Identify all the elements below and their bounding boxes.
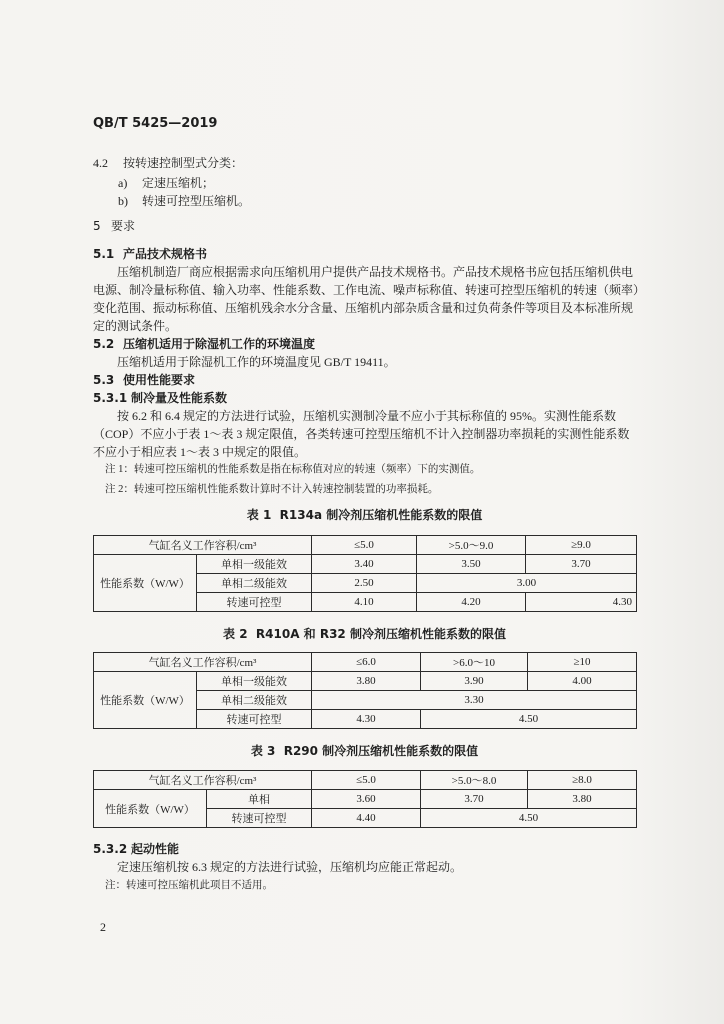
table-1 [93,535,637,612]
value-cell: 4.20 [417,593,526,612]
range-cell: ≤6.0 [312,653,421,672]
paragraph-line: 定的测试条件。 [93,319,178,333]
section-5-heading [93,218,135,234]
table-title: R410A 和 R32 制冷剂压缩机性能系数的限值 [255,627,506,641]
row-group-cell: 性能系数（W/W） [94,790,207,828]
header-label-cell: 气缸名义工作容积/cm³ [94,536,312,555]
value-cell: 4.50 [421,710,637,729]
section-number: 5.3.2 [93,842,128,856]
list-item-text: 转速可控型压缩机。 [142,194,251,208]
section-5-1-heading [93,246,207,262]
section-title: 要求 [111,219,136,233]
header-label-cell: 气缸名义工作容积/cm³ [94,653,312,672]
table-3-caption [93,743,636,759]
value-cell: 4.00 [528,672,637,691]
paragraph-line: 不应小于相应表 1～表 3 中规定的限值。 [93,445,307,459]
row-label-cell: 单相一级能效 [197,555,312,574]
value-cell: 2.50 [312,574,417,593]
range-cell: >5.0～9.0 [417,536,526,555]
value-cell: 3.70 [526,555,637,574]
paragraph-line: 按 6.2 和 6.4 规定的方法进行试验，压缩机实测制冷量不应小于其标称值的 95%。实测性能系数 [117,409,616,423]
range-cell: ≥8.0 [528,771,637,790]
range-cell: ≤5.0 [312,536,417,555]
row-group-cell: 性能系数（W/W） [94,672,197,729]
section-title: 使用性能要求 [123,373,196,387]
row-group-cell: 性能系数（W/W） [94,555,197,612]
table-row [94,555,637,574]
note: 注 2：转速可控压缩机性能系数计算时不计入转速控制装置的功率损耗。 [105,484,439,495]
section-title: 按转速控制型式分类： [123,156,244,170]
section-number: 5.3.1 [93,391,128,405]
value-cell: 3.80 [528,790,637,809]
row-label-cell: 转速可控型 [207,809,312,828]
paragraph-line: 电源、制冷量标称值、输入功率、性能系数、工作电流、噪声标称值、转速可控型压缩机的转速（频率） [93,283,646,297]
row-label-cell: 单相二级能效 [197,574,312,593]
value-cell: 3.00 [417,574,637,593]
row-label-cell: 转速可控型 [197,710,312,729]
section-number: 5.2 [93,337,115,351]
table-row [94,672,637,691]
value-cell: 3.80 [312,672,421,691]
table-1-caption [93,507,636,523]
paragraph-line: 变化范围、振动标称值、压缩机残余水分含量、压缩机内部杂质含量和过负荷条件等项目及本标准所规 [93,301,634,315]
range-cell: ≤5.0 [312,771,421,790]
value-cell: 3.50 [417,555,526,574]
paragraph-line: 压缩机制造厂商应根据需求向压缩机用户提供产品技术规格书。产品技术规格书应包括压缩机供电 [117,265,634,279]
header-label-cell: 气缸名义工作容积/cm³ [94,771,312,790]
paragraph-line: 定速压缩机按 6.3 规定的方法进行试验，压缩机均应能正常起动。 [117,860,463,874]
section-number: 5.1 [93,247,115,261]
table-row [94,790,637,809]
value-cell: 4.30 [312,710,421,729]
section-number: 5 [93,219,101,233]
section-5-3-1-heading [93,390,227,406]
section-title: 压缩机适用于除湿机工作的环境温度 [123,337,316,351]
section-title: 制冷量及性能系数 [131,391,228,405]
row-label-cell: 单相二级能效 [197,691,312,710]
section-title: 产品技术规格书 [123,247,208,261]
table-header-row [94,653,637,672]
row-label-cell: 单相 [207,790,312,809]
standard-code: QB/T 5425—2019 [93,116,218,131]
range-cell: >5.0～8.0 [421,771,528,790]
list-item-text: 定速压缩机； [142,176,215,190]
note: 注：转速可控压缩机此项目不适用。 [105,880,273,891]
section-4-2-heading [93,155,243,171]
table-number: 表 2 [223,627,248,641]
value-cell: 3.40 [312,555,417,574]
table-header-row [94,771,637,790]
table-3 [93,770,637,828]
table-title: R134a 制冷剂压缩机性能系数的限值 [279,508,483,522]
row-label-cell: 转速可控型 [197,593,312,612]
value-cell: 3.30 [312,691,637,710]
value-cell: 3.60 [312,790,421,809]
section-number: 4.2 [93,156,108,170]
value-cell: 4.30 [526,593,637,612]
row-label-cell: 单相一级能效 [197,672,312,691]
value-cell: 4.50 [421,809,637,828]
range-cell: >6.0～10 [421,653,528,672]
section-5-3-2-heading [93,841,179,857]
section-number: 5.3 [93,373,115,387]
range-cell: ≥9.0 [526,536,637,555]
table-2 [93,652,637,729]
value-cell: 3.90 [421,672,528,691]
table-number: 表 3 [250,744,276,758]
page-number: 2 [100,920,106,934]
value-cell: 3.70 [421,790,528,809]
list-item-label: a) [118,176,128,190]
table-title: R290 制冷剂压缩机性能系数的限值 [283,744,479,758]
section-5-3-heading [93,372,195,388]
table-2-caption [93,626,636,642]
value-cell: 4.40 [312,809,421,828]
list-item [118,193,250,209]
note: 注 1：转速可控压缩机的性能系数是指在标称值对应的转速（频率）下的实测值。 [105,464,481,475]
list-item-label: b) [118,194,128,208]
table-header-row [94,536,637,555]
list-item [118,175,214,191]
table-number: 表 1 [246,508,272,522]
value-cell: 4.10 [312,593,417,612]
section-title: 起动性能 [131,842,180,856]
paragraph-line: 压缩机适用于除湿机工作的环境温度见 GB/T 19411。 [117,355,396,369]
section-5-2-heading [93,336,315,352]
range-cell: ≥10 [528,653,637,672]
paragraph-line: （COP）不应小于表 1～表 3 规定限值，各类转速可控型压缩机不计入控制器功率损耗的实测性能系数 [93,427,630,441]
